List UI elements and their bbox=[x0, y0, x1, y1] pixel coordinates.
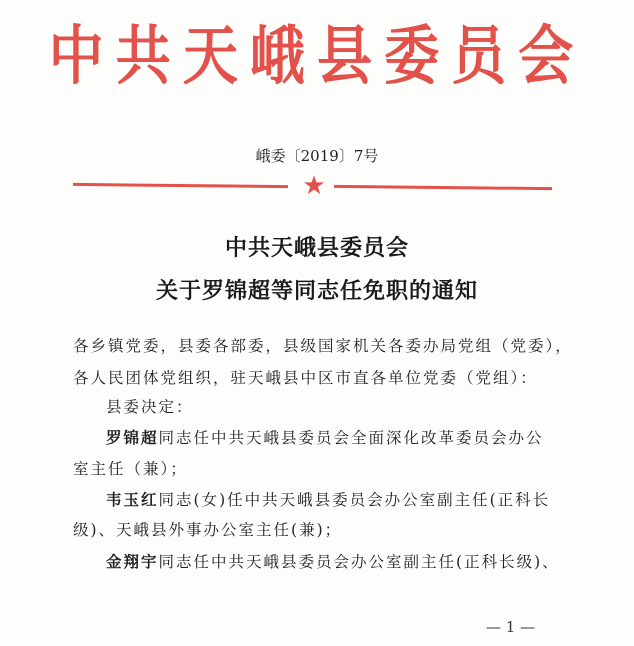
notice-title-line2: 关于罗锦超等同志任免职的通知 bbox=[155, 278, 478, 304]
page-number: — 1 — bbox=[486, 618, 536, 636]
decision-intro: 县委决定： bbox=[106, 398, 194, 416]
appointment-text: 同志任中共天峨县委员会办公室副主任(正科长级)、 bbox=[158, 553, 560, 571]
appointment-item-1-cont: 室主任（兼）； bbox=[73, 460, 188, 478]
person-name: 罗锦超 bbox=[106, 428, 159, 447]
appointment-item-3 bbox=[106, 550, 560, 572]
red-rule-left bbox=[73, 183, 288, 188]
recipients-line2: 各人民团体党组织，驻天峨县中区市直各单位党委（党组）： bbox=[73, 369, 538, 387]
appointment-item-1 bbox=[106, 426, 544, 448]
appointment-item-2 bbox=[106, 488, 550, 510]
appointment-item-2-cont: 级)、天峨县外事办公室主任(兼)； bbox=[73, 521, 343, 539]
masthead-title: 中共天峨县委员会 bbox=[48, 19, 586, 94]
recipients-line1: 各乡镇党委，县委各部委，县级国家机关各委办局党组（党委）， bbox=[73, 337, 573, 355]
red-rule-right bbox=[334, 185, 552, 190]
person-name: 韦玉红 bbox=[106, 490, 159, 509]
appointment-text: 同志(女)任中共天峨县委员会办公室副主任(正科长 bbox=[158, 491, 551, 509]
star-icon: ★ bbox=[302, 171, 326, 201]
person-name: 金翔宇 bbox=[106, 552, 159, 571]
notice-title-line1: 中共天峨县委员会 bbox=[224, 235, 409, 261]
appointment-text: 同志任中共天峨县委员会全面深化改革委员会办公 bbox=[158, 429, 544, 447]
document-number: 峨委〔2019〕7号 bbox=[255, 147, 379, 165]
